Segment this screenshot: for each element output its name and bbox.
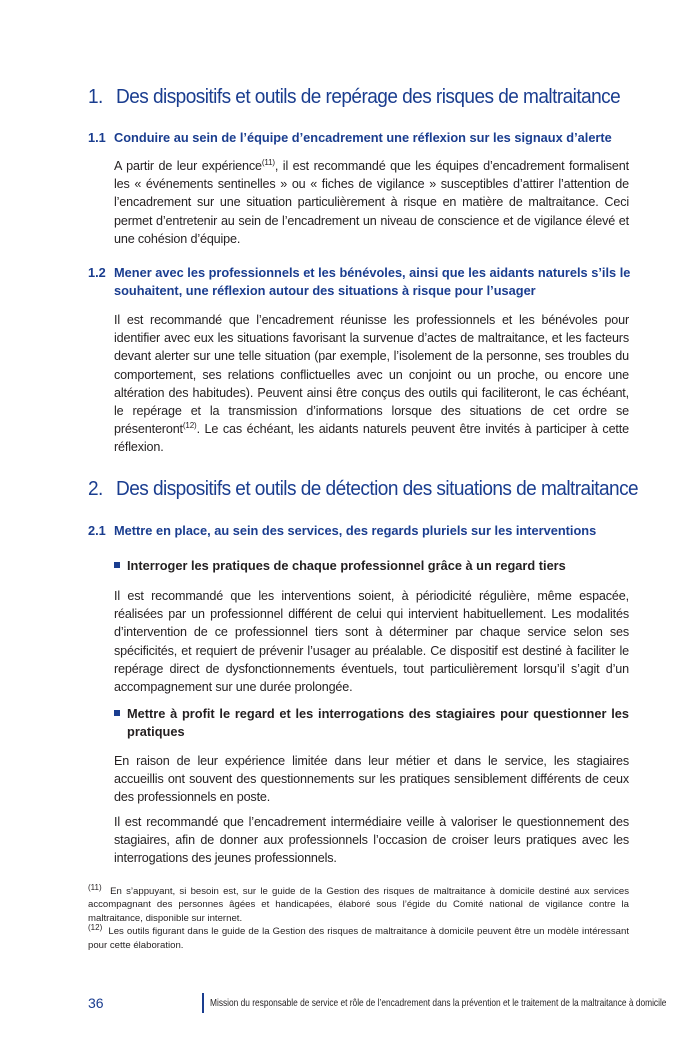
- paragraph-text: A partir de leur expérience: [114, 159, 262, 173]
- footnote-number: (12): [88, 923, 103, 933]
- subsection-1-1-heading: [88, 129, 633, 147]
- section-title: Des dispositifs et outils de repérage des risques de maltraitance: [116, 85, 621, 108]
- section-1-heading: [88, 85, 621, 109]
- footnote-12: [88, 925, 629, 952]
- section-number: 2.: [88, 477, 103, 500]
- subsection-1-2-heading: [88, 264, 633, 299]
- footnote-text: En s’appuyant, si besoin est, sur le guide de la Gestion des risques de maltraitance à domicile destiné aux services accompagnant des personnes âgées et handicapées, élaboré sous l’égide du Comité national de vigilance contre la maltraitance, disponible sur internet.: [88, 886, 629, 924]
- subsection-2-1-heading: [88, 522, 633, 540]
- subsection-number: 1.2: [88, 265, 106, 280]
- bullet-text: Mettre à profit le regard et les interrogations des stagiaires pour questionner les pratiques: [127, 706, 629, 739]
- section-title: Des dispositifs et outils de détection des situations de maltraitance: [116, 477, 639, 500]
- bullet-text: Interroger les pratiques de chaque professionnel grâce à un regard tiers: [127, 558, 566, 573]
- paragraph-2-1-c: Il est recommandé que l’encadrement intermédiaire veille à valoriser le questionnement des stagiaires, afin de donner aux professionnels l’occasion de croiser leurs pratiques avec les interrogations des jeunes professionnels.: [114, 815, 629, 866]
- paragraph-text: Il est recommandé que l’encadrement réunisse les professionnels et les bénévoles pour identifier avec eux les situations favorisant la survenue d’actes de maltraitance, et les facteurs devant alerter sur une telle situation (par exemple, l’isolement de la personne, ses troubles du comportement, ses relations conflictuelles avec un conjoint ou un proche, ou encore une altération des habitudes). Peuvent ainsi être conçus des outils qui faciliteront, le cas échéant, le repérage et la transmission d’informations lorsque des situations de cet ordre se présenteront: [114, 313, 629, 437]
- paragraph-1-1: [114, 157, 629, 248]
- paragraph-text: , il est recommandé que les équipes d’encadrement formalisent les « événements sentinelles » ou « fiches de vigilance » susceptibles d’attirer l’attention de l’encadrement sur une situation particulièrement à risque en matière de maltraitance. Ceci permet d’entretenir au sein de l’encadrement un niveau de conscience et de vigilance élevé et une cohésion d’équipe.: [114, 159, 629, 246]
- subsection-title: Mener avec les professionnels et les bénévoles, ainsi que les aidants naturels s’ils le souhaitent, une réflexion autour des situations à risque pour l’usager: [114, 265, 631, 298]
- footer-divider: [202, 993, 204, 1013]
- square-bullet-icon: [114, 710, 120, 716]
- footnote-ref: (12): [182, 421, 197, 431]
- page-number: 36: [88, 995, 104, 1011]
- footnote-number: (11): [88, 882, 102, 892]
- footnotes: [88, 882, 629, 952]
- footer-title: Mission du responsable de service et rôle de l’encadrement dans la prévention et le traitement de la maltraitance à domicile: [210, 998, 667, 1009]
- bullet-point-2: [114, 705, 629, 740]
- page-footer: [88, 993, 667, 1015]
- bullet-point-1: [114, 557, 629, 575]
- footnote-text: Les outils figurant dans le guide de la Gestion des risques de maltraitance à domicile peuvent être un modèle intéressant pour cette élaboration.: [88, 926, 629, 951]
- paragraph-2-1-b: En raison de leur expérience limitée dans leur métier et dans le service, les stagiaires accueillis ont souvent des questionnements sur les pratiques sensiblement différents de ceux des professionnels en poste.: [114, 754, 629, 805]
- subsection-number: 1.1: [88, 130, 106, 145]
- section-number: 1.: [88, 85, 103, 108]
- paragraph-2-1-a: Il est recommandé que les interventions soient, à périodicité régulière, même espacée, réalisées par un professionnel différent de celui qui intervient habituellement. Les modalités d’intervention de ce professionnel tiers sont à déterminer par chaque service selon ses spécificités, et requiert de prévenir l’usager au préalable. Ce dispositif est destiné à faciliter le repérage direct de dysfonctionnements éventuels, tout particulièrement lorsqu’il s’agit d’un accompagnement sur une durée prolongée.: [114, 589, 629, 695]
- section-2-heading: [88, 477, 639, 501]
- subsection-title: Conduire au sein de l’équipe d’encadrement une réflexion sur les signaux d’alerte: [114, 130, 612, 145]
- footnote-ref: (11): [261, 157, 275, 167]
- subsection-number: 2.1: [88, 523, 106, 538]
- square-bullet-icon: [114, 562, 120, 568]
- paragraph-text: . Le cas échéant, les aidants naturels peuvent être invités à participer à cette réflexion.: [114, 422, 629, 455]
- footnote-11: [88, 882, 629, 925]
- subsection-title: Mettre en place, au sein des services, des regards pluriels sur les interventions: [114, 523, 597, 538]
- paragraph-1-2: [114, 311, 629, 457]
